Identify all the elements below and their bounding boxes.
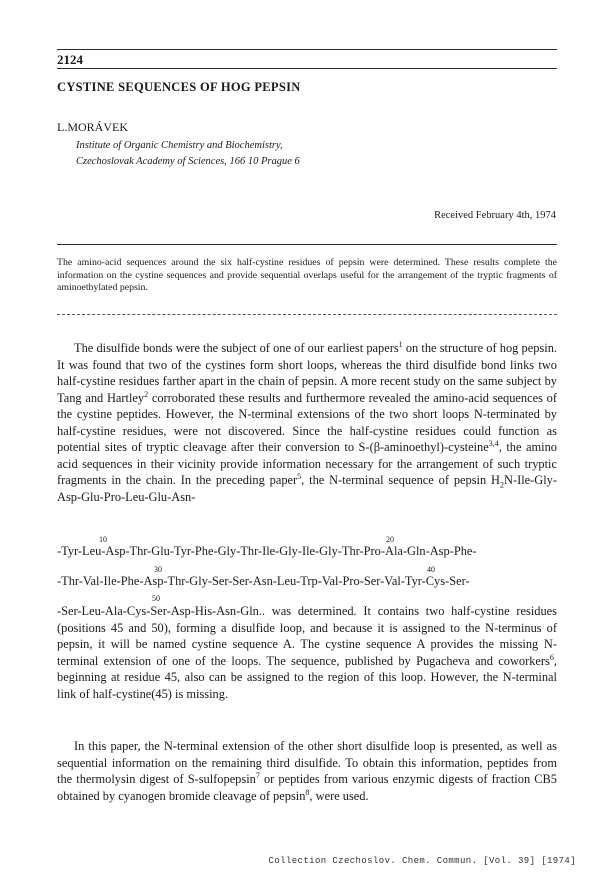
subscript-2: 2	[500, 480, 505, 490]
residue-number-50: 50	[152, 594, 160, 603]
top-rule	[57, 49, 557, 50]
ref-7: 7	[255, 770, 260, 780]
ref-3-4: 3,4	[488, 438, 499, 448]
abstract-bottom-rule	[57, 314, 557, 315]
article-title: CYSTINE SEQUENCES OF HOG PEPSIN	[57, 80, 301, 94]
p1-text-c: corroborated these results and furthermore revealed the amino-acid sequences of the cystine peptides. However, the N-terminal extensions of the two short loops N-terminated by half-cystine residues, were not discovered. Since the half-cystine residues could function as potential sites of tryptic cleavage after their conversion to S-(β-aminoethyl)-cysteine	[57, 390, 557, 454]
p1-text-f: N-Ile-Gly-Asp-Glu-Pro-Leu-Glu-Asn-	[57, 473, 557, 504]
ref-1: 1	[398, 339, 403, 349]
author: L.MORÁVEK	[57, 120, 128, 134]
residue-number-30: 30	[154, 565, 162, 574]
paragraph-2	[57, 738, 557, 804]
paragraph-1	[57, 340, 557, 505]
page-number: 2124	[57, 52, 83, 67]
p1-text-d: , the amino acid sequences in their vicinity provide information necessary for the arrangement of such tryptic fragments in the chain. In the preceding paper	[57, 440, 557, 487]
journal-footer: Collection Czechoslov. Chem. Commun. [Vol. 39] [1974]	[268, 856, 576, 866]
ref-8: 8	[305, 787, 310, 797]
p2-text-c: , were used.	[309, 788, 369, 803]
p1-text-a: The disulfide bonds were the subject of one of our earliest papers	[74, 341, 399, 355]
affiliation-line-2: Czechoslovak Academy of Sciences, 166 10 Prague 6	[76, 156, 300, 167]
paragraph-1-end	[57, 603, 557, 702]
sequence-line-2: -Thr-Val-Ile-Phe-Asp-Thr-Gly-Ser-Ser-Asn-Leu-Trp-Val-Pro-Ser-Val-Tyr-Cys-Ser-	[57, 574, 470, 588]
p1-end-text: -Ser-Leu-Ala-Cys-Ser-Asp-His-Asn-Gln.. was determined. It contains two half-cystine residues (positions 45 and 50), forming a disulfide loop, and because it is assigned to the N-terminus of pepsin, it will be named cystine sequence A. The cystine sequence A provides the missing N-terminal extension of one of the loops. The sequence, published by Pugacheva and coworkers	[57, 604, 557, 668]
p1-text-e: , the N-terminal sequence of pepsin H	[301, 473, 501, 487]
residue-number-40: 40	[427, 565, 435, 574]
ref-2: 2	[144, 389, 149, 399]
affiliation-line-1: Institute of Organic Chemistry and Biochemistry,	[76, 140, 283, 151]
p1-end-text-b: , beginning at residue 45, also can be assigned to the region of this loop. However, the N-terminal link of half-cystine(45) is missing.	[57, 653, 557, 701]
ref-5: 5	[297, 471, 302, 481]
received-date: Received February 4th, 1974	[434, 210, 556, 221]
abstract-top-rule	[57, 244, 557, 245]
header-rule	[57, 68, 557, 69]
residue-number-20: 20	[386, 535, 394, 544]
p1-text-b: on the structure of hog pepsin. It was found that two of the cystines form short loops, whereas the third disulfide bond links two half-cystine residues farther apart in the chain of pepsin. A more recent study on the same subject by Tang and Hartley	[57, 341, 557, 405]
ref-6: 6	[549, 652, 554, 662]
sequence-line-1: -Tyr-Leu-Asp-Thr-Glu-Tyr-Phe-Gly-Thr-Ile-Gly-Ile-Gly-Thr-Pro-Ala-Gln-Asp-Phe-	[57, 544, 477, 558]
residue-number-10: 10	[99, 535, 107, 544]
p2-text-b: or peptides from various enzymic digests of fraction CB5 obtained by cyanogen bromide cleavage of pepsin	[57, 772, 557, 803]
p2-text-a: In this paper, the N-terminal extension of the other short disulfide loop is presented, as well as sequential information on the remaining third disulfide. To obtain this information, peptides from the thermolysin digest of S-sulfopepsin	[57, 739, 557, 786]
abstract: The amino-acid sequences around the six half-cystine residues of pepsin were determined. These results complete the information on the cystine sequences and provide sequential overlaps useful for the arrangement of the tryptic fragments of aminoethylated pepsin.	[57, 257, 557, 293]
